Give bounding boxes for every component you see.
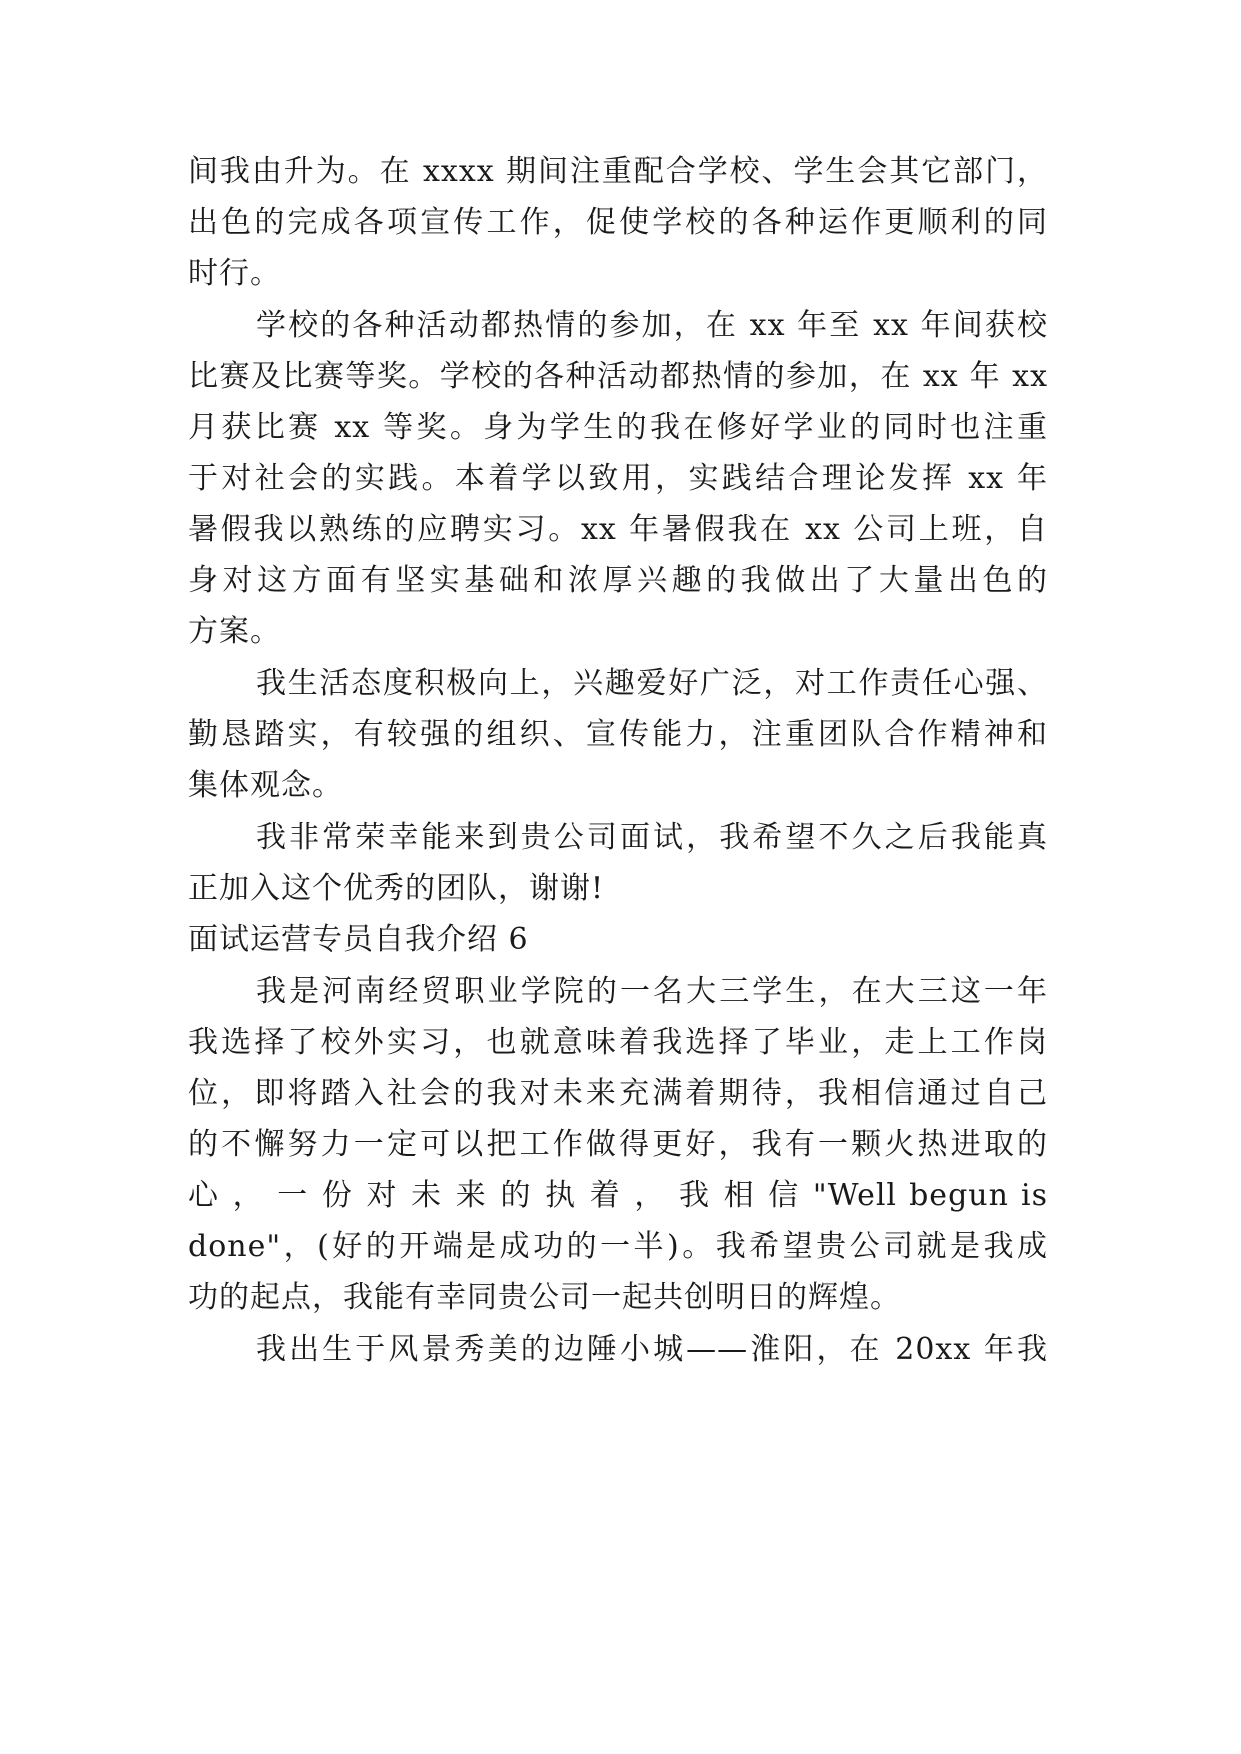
text-line: 间我由升为。在 xxxx 期间注重配合学校、学生会其它部门， [188,154,1048,189]
text-line: 我生活态度积极向上，兴趣爱好广泛，对工作责任心强、 [256,666,1048,701]
text-line: 勤恳踏实，有较强的组织、宣传能力，注重团队合作精神和 [188,717,1048,752]
text-line: 暑假我以熟练的应聘实习。xx 年暑假我在 xx 公司上班，自 [188,512,1048,547]
text-line: 方案。 [188,614,281,649]
text-line: 的不懈努力一定可以把工作做得更好，我有一颗火热进取的 [188,1127,1048,1162]
text-line: done"，(好的开端是成功的一半)。我希望贵公司就是我成 [188,1229,1048,1264]
text-line: 身对这方面有坚实基础和浓厚兴趣的我做出了大量出色的 [188,563,1048,598]
text-line: 我选择了校外实习，也就意味着我选择了毕业，走上工作岗 [188,1025,1048,1060]
text-line: 心 ， 一 份 对 未 来 的 执 着 ， 我 相 信 "Well begun is [188,1178,1048,1213]
section-heading: 面试运营专员自我介绍 6 [188,922,529,957]
text-line: 正加入这个优秀的团队，谢谢! [188,871,605,906]
text-line: 我非常荣幸能来到贵公司面试，我希望不久之后我能真 [256,820,1048,855]
text-line: 学校的各种活动都热情的参加，在 xx 年至 xx 年间获校 [256,308,1048,343]
text-line: 我是河南经贸职业学院的一名大三学生，在大三这一年 [256,974,1048,1009]
text-line: 比赛及比赛等奖。学校的各种活动都热情的参加，在 xx 年 xx [188,359,1048,394]
text-line: 于对社会的实践。本着学以致用，实践结合理论发挥 xx 年 [188,461,1048,496]
text-line: 集体观念。 [188,768,343,803]
text-line: 时行。 [188,256,281,291]
text-line: 功的起点，我能有幸同贵公司一起共创明日的辉煌。 [188,1280,901,1315]
text-line: 我出生于风景秀美的边陲小城——淮阳，在 20xx 年我 [256,1332,1048,1367]
text-line: 出色的完成各项宣传工作，促使学校的各种运作更顺利的同 [188,205,1048,240]
text-line: 位，即将踏入社会的我对未来充满着期待，我相信通过自己 [188,1076,1048,1111]
text-line: 月获比赛 xx 等奖。身为学生的我在修好学业的同时也注重 [188,410,1048,445]
